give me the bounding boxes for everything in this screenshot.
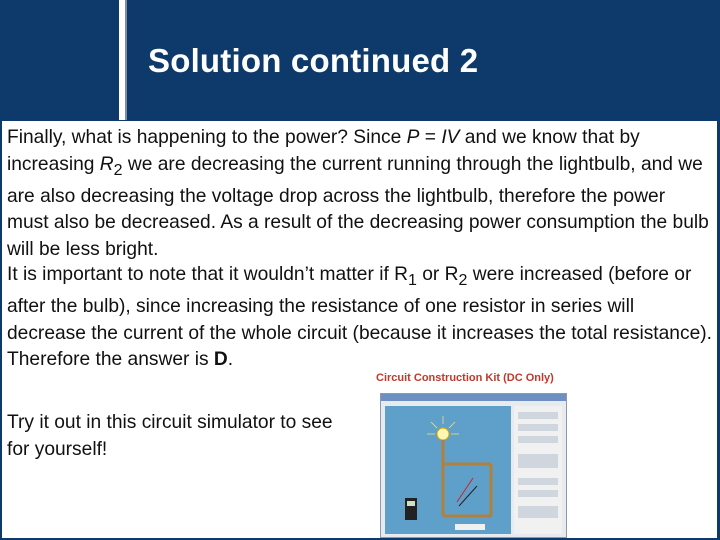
toolbar-strip bbox=[455, 524, 485, 530]
paragraph-text: or R bbox=[416, 264, 459, 285]
circuit-drawing bbox=[385, 406, 511, 534]
control-row bbox=[518, 506, 558, 518]
answer-letter: D bbox=[213, 349, 228, 371]
control-row bbox=[518, 424, 558, 431]
r1-subscript: 1 bbox=[407, 271, 417, 289]
paragraph-text: . bbox=[227, 349, 234, 371]
control-row bbox=[518, 478, 558, 485]
content-area bbox=[2, 121, 717, 538]
paragraph-text: = bbox=[419, 127, 442, 148]
simulator-titlebar bbox=[381, 394, 566, 401]
resistor-subscript: 2 bbox=[113, 161, 123, 179]
try-it-text: Try it out in this circuit simulator to see for yourself! bbox=[7, 412, 333, 460]
paragraph-note bbox=[7, 262, 712, 374]
paragraph-text: were increased (before or after the bulb), since increasing the resistance of one resistor in series will decrease the current of the whole circuit (because it increases the total resistance). Therefore the answer is bbox=[7, 264, 712, 371]
simulator-control-panel bbox=[514, 406, 562, 534]
r2-subscript: 2 bbox=[458, 271, 468, 289]
title-divider-shadow bbox=[125, 0, 127, 120]
control-row bbox=[518, 436, 558, 443]
circuit-simulator-screenshot[interactable] bbox=[380, 393, 567, 538]
lightbulb-icon bbox=[437, 428, 449, 440]
probe-black bbox=[459, 486, 477, 506]
power-variable: P bbox=[406, 127, 420, 148]
simulator-caption: Circuit Construction Kit (DC Only) bbox=[376, 372, 554, 384]
voltmeter-display bbox=[407, 501, 415, 506]
circuit-wires bbox=[443, 440, 491, 516]
paragraph-text: It is important to note that it wouldn’t matter if R bbox=[7, 264, 408, 285]
control-row bbox=[518, 454, 558, 468]
paragraph-text: and we know that by increasing bbox=[7, 127, 640, 175]
iv-variable: IV bbox=[441, 127, 460, 148]
resistor-variable: R bbox=[99, 153, 114, 175]
control-row bbox=[518, 490, 558, 497]
paragraph-text: Finally, what is happening to the power? Since bbox=[7, 127, 407, 148]
paragraph-text: we are decreasing the current running through the lightbulb, and we are also decreasing the voltage drop across the lightbulb, therefore the power must also be decreased. As a result of the decreasing power consumption the bulb will be less bright. bbox=[7, 153, 709, 260]
circuit-canvas bbox=[385, 406, 511, 534]
slide-title: Solution continued 2 bbox=[148, 42, 479, 79]
control-row bbox=[518, 412, 558, 419]
probe-red bbox=[457, 478, 473, 502]
paragraph-power bbox=[7, 125, 712, 263]
